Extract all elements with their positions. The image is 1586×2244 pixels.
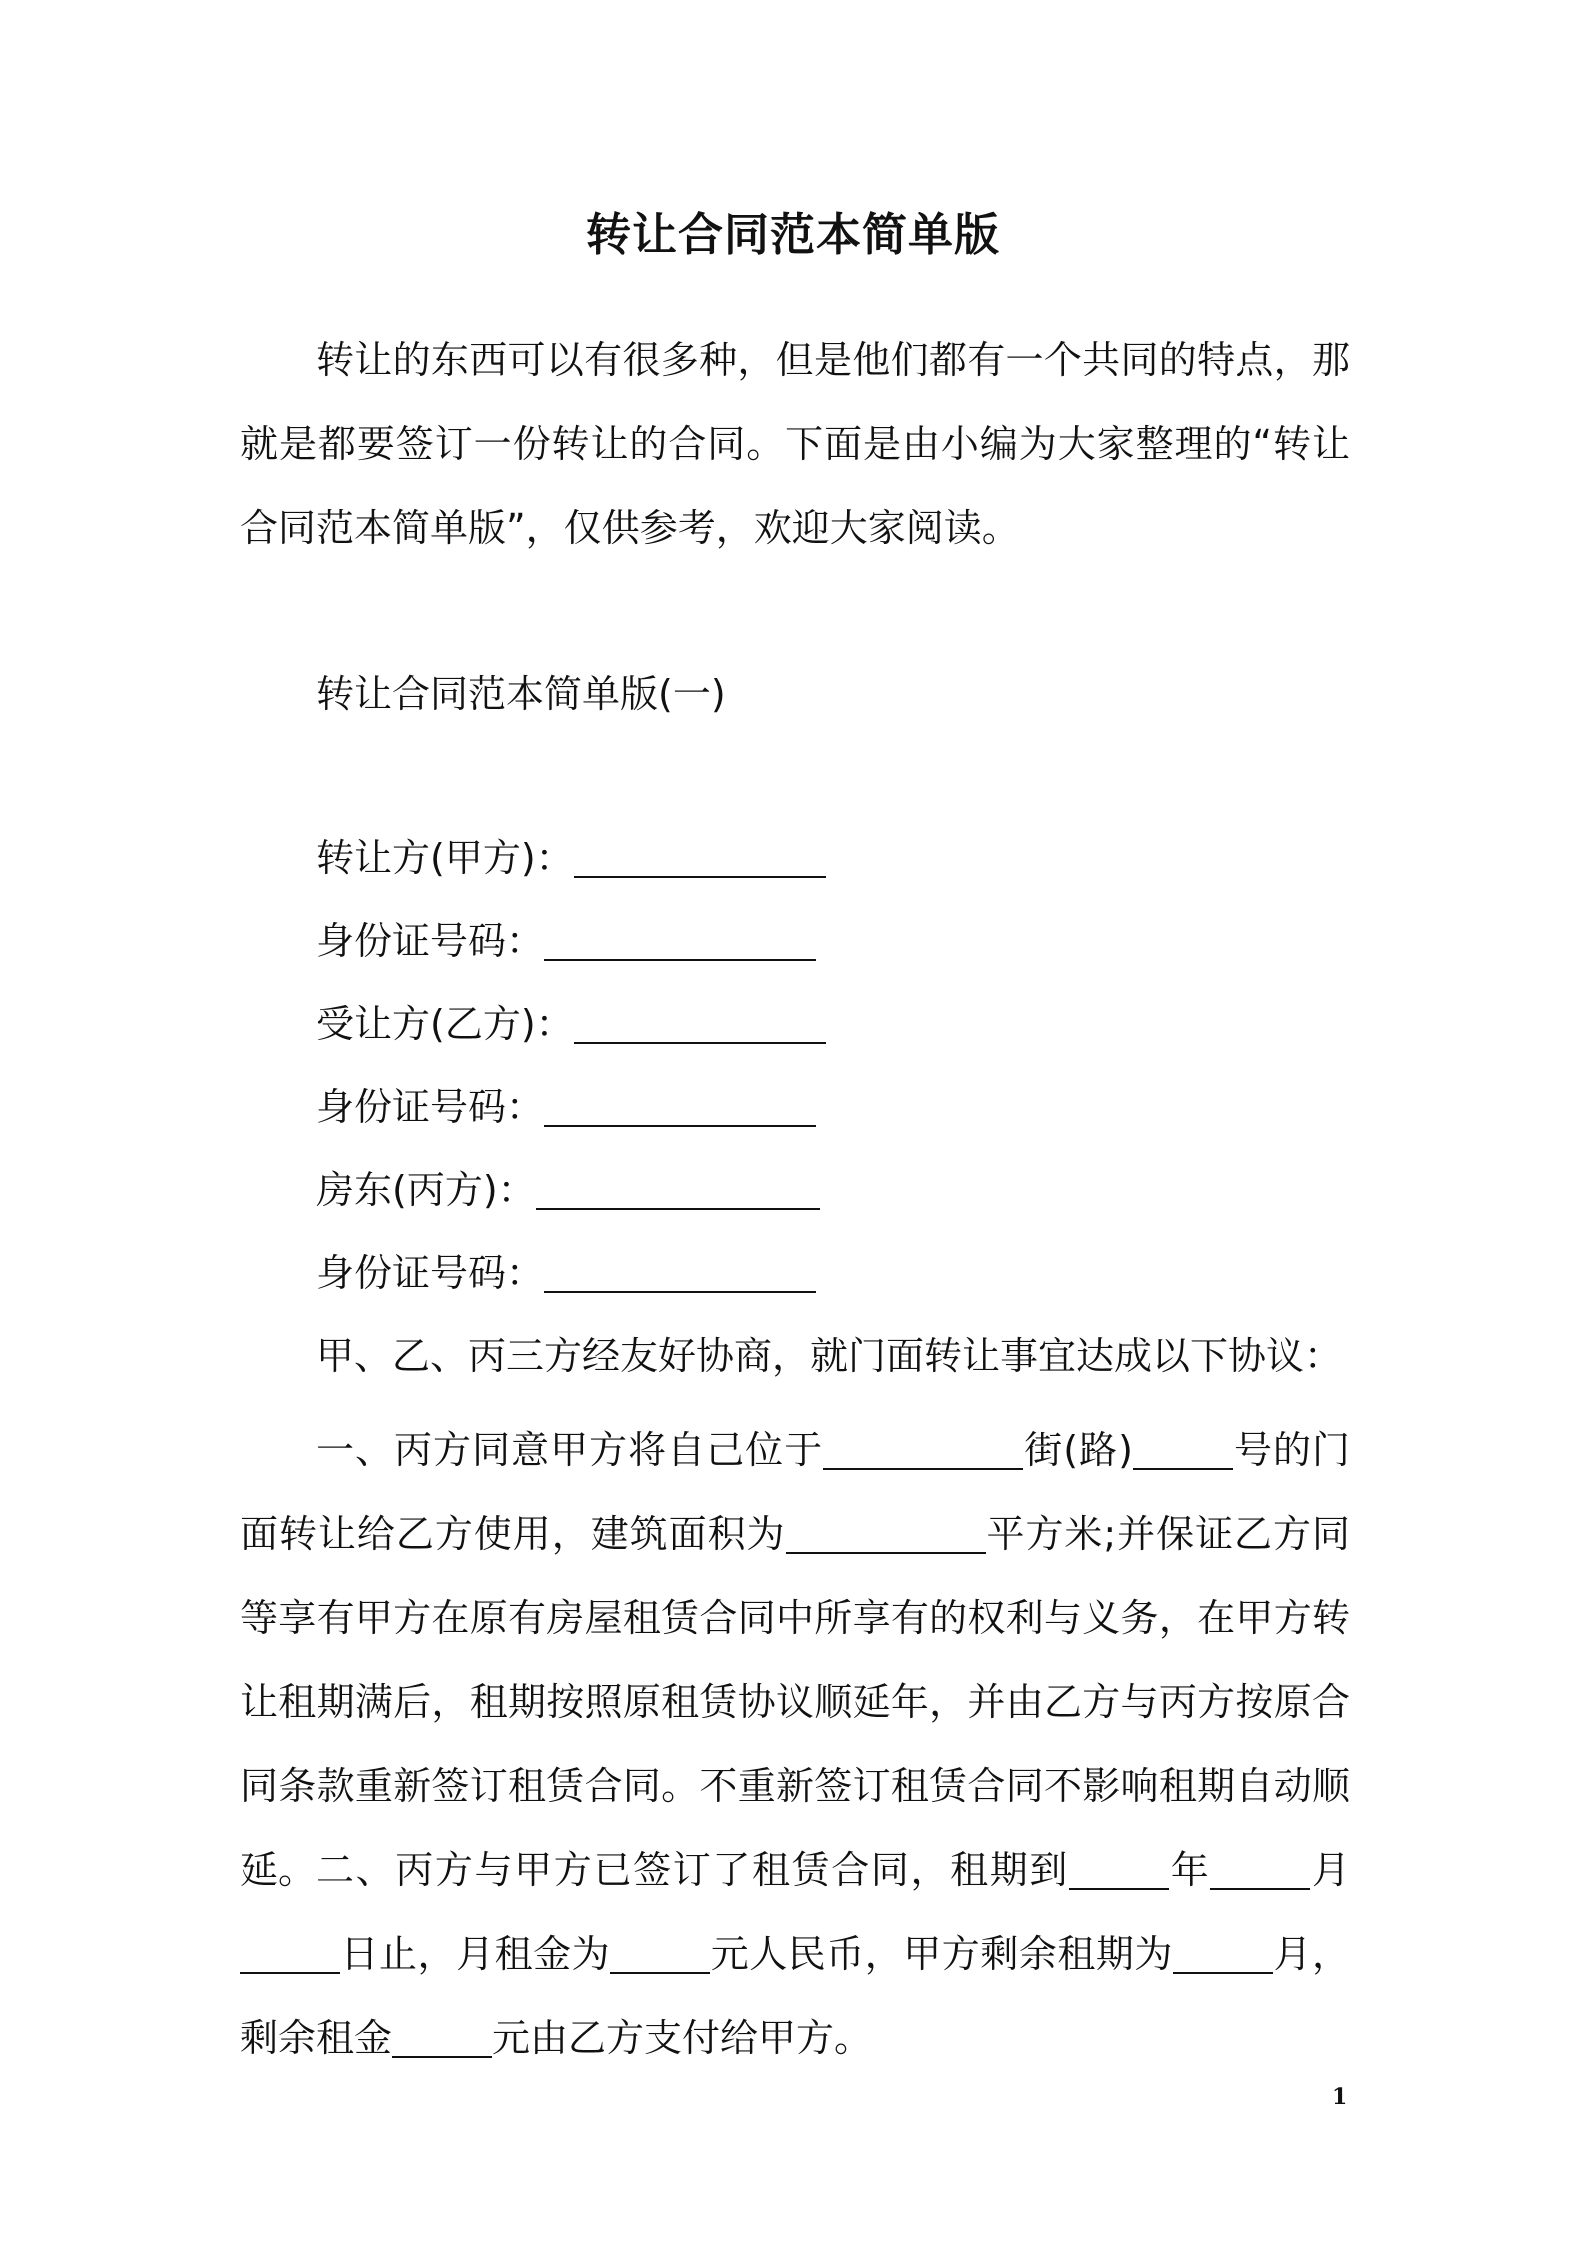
clause-text: 元由乙方支付给甲方。	[492, 2016, 873, 2060]
field-landlord	[316, 1160, 820, 1220]
fill-blank	[536, 1168, 820, 1210]
field-label: 身份证号码：	[316, 1251, 545, 1295]
clause-text: 一、丙方同意甲方将自己位于	[316, 1428, 824, 1472]
fill-blank	[574, 836, 826, 878]
clause-text: 月，剩余租金	[240, 1932, 1350, 2060]
fill-blank	[786, 1512, 986, 1554]
field-id-number	[316, 911, 816, 971]
field-label: 身份证号码：	[316, 919, 545, 963]
section-heading: 转让合同范本简单版(一)	[316, 672, 726, 716]
field-label: 房东(丙方)：	[316, 1168, 536, 1212]
fill-blank	[1133, 1428, 1233, 1470]
clause-text: 号的门面转让给乙方使用，建筑面积为	[240, 1428, 1350, 1556]
field-id-number	[316, 1243, 816, 1303]
fill-blank	[544, 1085, 816, 1127]
field-id-number	[316, 1077, 816, 1137]
clause-text: 平方米;并保证乙方同等享有甲方在原有房屋租赁合同中所享有的权利与义务，在甲方转让租期满后，租期按照原租赁协议顺延年，并由乙方与丙方按原合同条款重新签订租赁合同。不重新签订租赁合同不影响租期自动顺延。	[240, 1512, 1350, 1892]
fill-blank	[544, 1251, 816, 1293]
fill-blank	[823, 1428, 1023, 1470]
fill-blank	[610, 1932, 710, 1974]
document-title: 转让合同范本简单版	[585, 208, 1000, 261]
field-label: 受让方(乙方)：	[316, 1002, 574, 1046]
fill-blank	[240, 1932, 340, 1974]
fill-blank	[392, 2016, 492, 2058]
page-number: 1	[1332, 2084, 1348, 2110]
clause-text: 日止，月租金为	[340, 1932, 611, 1976]
clause-text: 月	[1310, 1848, 1350, 1892]
clause-text: 元人民币，甲方剩余租期为	[710, 1932, 1173, 1976]
clause-text: 街(路)	[1023, 1428, 1133, 1472]
clause-text: 二、丙方与甲方已签订了租赁合同，租期到	[316, 1848, 1070, 1892]
fill-blank	[1173, 1932, 1273, 1974]
fill-blank	[574, 1002, 826, 1044]
agreement-intro: 甲、乙、丙三方经友好协商，就门面转让事宜达成以下协议：	[316, 1334, 1343, 1378]
field-label: 身份证号码：	[316, 1085, 545, 1129]
fill-blank	[1069, 1848, 1169, 1890]
clause-text: 年	[1169, 1848, 1211, 1892]
fill-blank	[1210, 1848, 1310, 1890]
fill-blank	[544, 919, 816, 961]
intro-paragraph: 转让的东西可以有很多种，但是他们都有一个共同的特点，那就是都要签订一份转让的合同。下面是由小编为大家整理的“转让合同范本简单版”，仅供参考，欢迎大家阅读。	[240, 338, 1350, 550]
field-transferee	[316, 994, 826, 1054]
clause-two	[240, 1828, 1350, 2080]
field-transferor	[316, 828, 826, 888]
field-label: 转让方(甲方)：	[316, 836, 574, 880]
